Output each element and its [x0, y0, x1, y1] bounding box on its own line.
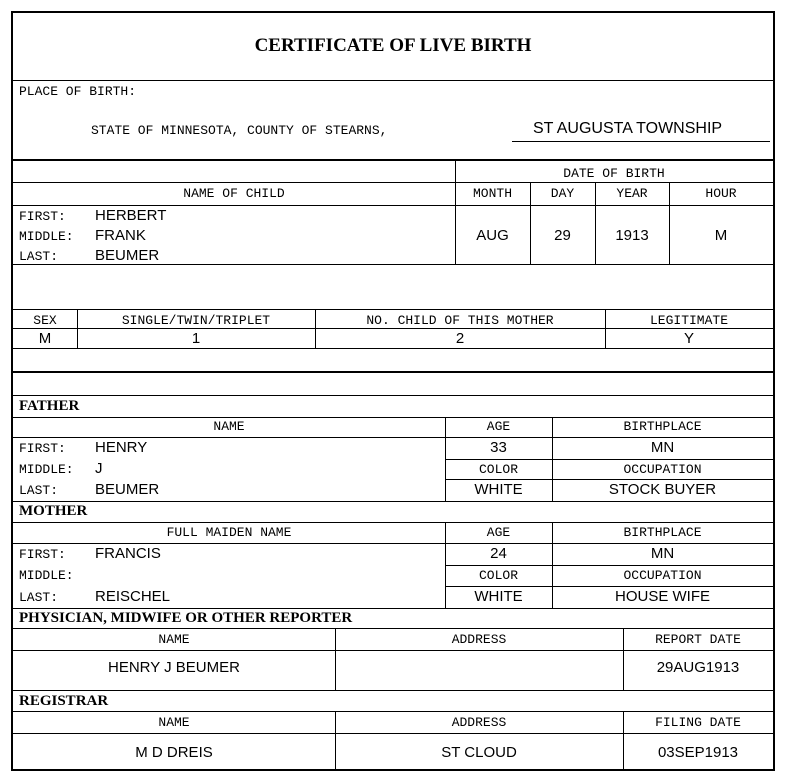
mother-color: WHITE — [474, 588, 523, 605]
month-header: MONTH — [472, 186, 512, 201]
physician-section-title: PHYSICIAN, MIDWIFE OR OTHER REPORTER — [19, 610, 353, 626]
father-last-name: BEUMER — [95, 481, 160, 498]
registrar-address: ST CLOUD — [441, 744, 517, 761]
birth-certificate — [11, 11, 775, 771]
divider — [13, 733, 773, 734]
child-last-name: BEUMER — [95, 247, 160, 264]
divider — [445, 479, 773, 480]
divider — [13, 650, 773, 651]
mother-birthplace: MN — [650, 545, 675, 562]
father-occupation: STOCK BUYER — [608, 481, 717, 498]
father-age: 33 — [490, 439, 507, 456]
divider — [445, 565, 773, 566]
township-value: ST AUGUSTA TOWNSHIP — [533, 120, 723, 137]
plurality-header: SINGLE/TWIN/TRIPLET — [121, 313, 271, 328]
divider — [13, 501, 773, 502]
name-of-child-header: NAME OF CHILD — [183, 186, 285, 201]
legitimate-value: Y — [683, 330, 694, 347]
divider — [445, 586, 773, 587]
legitimate-header: LEGITIMATE — [649, 313, 728, 328]
divider — [13, 80, 773, 81]
child-middle-label: MIDDLE: — [19, 229, 74, 244]
child-first-name: HERBERT — [95, 207, 167, 224]
physician-name: HENRY J BEUMER — [108, 659, 240, 676]
mother-birthplace-header: BIRTHPLACE — [623, 525, 702, 540]
state-county-text: STATE OF MINNESOTA, COUNTY OF STEARNS, — [91, 123, 388, 138]
divider — [13, 417, 773, 418]
father-middle-name: J — [95, 460, 103, 477]
filing-date-header: FILING DATE — [655, 715, 741, 730]
child-first-label: FIRST: — [19, 209, 66, 224]
registrar-name: M D DREIS — [135, 744, 213, 761]
birth-year: 1913 — [615, 227, 649, 244]
father-birthplace: MN — [650, 439, 675, 456]
certificate-title: CERTIFICATE OF LIVE BIRTH — [254, 35, 532, 56]
birth-month: AUG — [476, 227, 509, 244]
divider — [13, 628, 773, 629]
year-header: YEAR — [616, 186, 648, 201]
birth-day: 29 — [554, 227, 571, 244]
divider — [13, 711, 773, 712]
divider — [13, 264, 773, 265]
divider — [13, 182, 773, 183]
mother-last-name: REISCHEL — [95, 588, 171, 605]
father-color: WHITE — [474, 481, 523, 498]
father-middle-label: MIDDLE: — [19, 462, 74, 477]
date-of-birth-header: DATE OF BIRTH — [563, 166, 665, 181]
hour-header: HOUR — [705, 186, 737, 201]
mother-section-title: MOTHER — [19, 503, 88, 519]
divider — [13, 395, 773, 396]
divider — [13, 309, 773, 310]
father-first-label: FIRST: — [19, 441, 66, 456]
filing-date: 03SEP1913 — [657, 744, 739, 761]
day-header: DAY — [550, 186, 575, 201]
physician-address-header: ADDRESS — [451, 632, 507, 647]
father-first-name: HENRY — [95, 439, 148, 456]
divider — [13, 159, 773, 161]
mother-age-header: AGE — [486, 525, 511, 540]
father-birthplace-header: BIRTHPLACE — [623, 419, 702, 434]
child-last-label: LAST: — [19, 249, 59, 264]
father-name-header: NAME — [213, 419, 245, 434]
divider — [13, 690, 773, 691]
registrar-name-header: NAME — [158, 715, 190, 730]
mother-last-label: LAST: — [19, 590, 59, 605]
father-age-header: AGE — [486, 419, 511, 434]
divider — [13, 522, 773, 523]
birth-hour: M — [714, 227, 728, 244]
mother-occupation: HOUSE WIFE — [614, 588, 710, 605]
divider — [13, 543, 773, 544]
registrar-address-header: ADDRESS — [451, 715, 507, 730]
father-color-header: COLOR — [478, 462, 518, 477]
divider — [13, 205, 773, 206]
mother-occupation-header: OCCUPATION — [623, 568, 702, 583]
plurality-value: 1 — [191, 330, 201, 347]
child-number-value: 2 — [455, 330, 465, 347]
father-last-label: LAST: — [19, 483, 59, 498]
mother-middle-label: MIDDLE: — [19, 568, 74, 583]
father-occupation-header: OCCUPATION — [623, 462, 702, 477]
divider — [13, 371, 773, 373]
report-date: 29AUG1913 — [656, 659, 740, 676]
divider — [13, 328, 773, 329]
sex-value: M — [38, 330, 52, 347]
child-middle-name: FRANK — [95, 227, 146, 244]
report-date-header: REPORT DATE — [655, 632, 741, 647]
sex-header: SEX — [33, 313, 57, 328]
child-number-header: NO. CHILD OF THIS MOTHER — [366, 313, 554, 328]
mother-name-header: FULL MAIDEN NAME — [166, 525, 292, 540]
divider — [13, 437, 773, 438]
father-section-title: FATHER — [19, 398, 80, 414]
mother-color-header: COLOR — [478, 568, 518, 583]
mother-first-name: FRANCIS — [95, 545, 161, 562]
divider — [445, 459, 773, 460]
mother-first-label: FIRST: — [19, 547, 66, 562]
divider — [13, 608, 773, 609]
divider — [13, 348, 773, 349]
physician-name-header: NAME — [158, 632, 190, 647]
mother-age: 24 — [490, 545, 507, 562]
registrar-section-title: REGISTRAR — [19, 693, 109, 709]
place-of-birth-label: PLACE OF BIRTH: — [19, 84, 137, 99]
township-underline — [512, 141, 770, 142]
